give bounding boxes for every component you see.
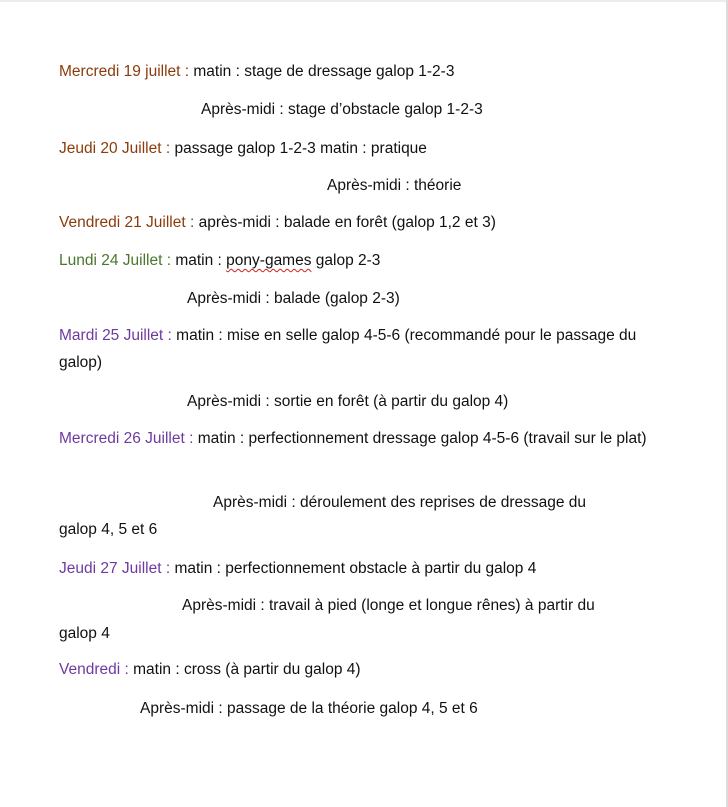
spellcheck-word: pony-games <box>226 252 312 269</box>
entry-text: galop 2-3 <box>311 252 381 269</box>
entry-wed26-afternoon: Après-midi : déroulement des reprises de dressage du <box>213 494 587 511</box>
date-label: Vendredi : <box>59 661 129 678</box>
entry-thu27-afternoon-cont: galop 4 <box>59 625 110 642</box>
entry-text: passage galop 1-2-3 matin : pratique <box>170 140 427 157</box>
entry-thu27-afternoon: Après-midi : travail à pied (longe et longue rênes) à partir du <box>182 597 595 614</box>
entry-tue25 <box>59 322 659 376</box>
entry-text: matin : perfectionnement dressage galop 4-5-6 (travail sur le plat) <box>193 430 647 447</box>
date-label: Mercredi 26 Juillet : <box>59 430 194 447</box>
entry-thu20-afternoon: Après-midi : théorie <box>327 177 462 194</box>
date-label: Lundi 24 Juillet : <box>59 252 172 269</box>
page-top-edge <box>0 0 728 2</box>
date-label: Vendredi 21 Juillet : <box>59 214 195 231</box>
entry-text: matin : stage de dressage galop 1-2-3 <box>189 63 455 80</box>
entry-text: après-midi : balade en forêt (galop 1,2 et 3) <box>194 214 496 231</box>
entry-mon24-afternoon: Après-midi : balade (galop 2-3) <box>187 290 400 307</box>
date-label: Jeudi 20 Juillet : <box>59 140 171 157</box>
entry-thu20 <box>59 135 427 162</box>
entry-wed26 <box>59 425 659 452</box>
entry-text: matin : mise en selle galop 4-5-6 (recommandé pour le passage du galop) <box>59 327 637 371</box>
entry-fri <box>59 656 361 683</box>
date-label: Mardi 25 Juillet : <box>59 327 172 344</box>
entry-fri21 <box>59 209 496 236</box>
entry-wed19-afternoon: Après-midi : stage d’obstacle galop 1-2-3 <box>201 101 483 118</box>
entry-text: matin : <box>171 252 227 269</box>
entry-text: matin : cross (à partir du galop 4) <box>128 661 361 678</box>
entry-fri-afternoon: Après-midi : passage de la théorie galop 4, 5 et 6 <box>140 700 478 717</box>
entry-mon24 <box>59 247 380 274</box>
date-label: Mercredi 19 juillet : <box>59 63 190 80</box>
entry-wed19 <box>59 58 454 85</box>
entry-tue25-afternoon: Après-midi : sortie en forêt (à partir du galop 4) <box>187 393 509 410</box>
entry-thu27 <box>59 555 536 582</box>
date-label: Jeudi 27 Juillet : <box>59 560 171 577</box>
entry-wed26-afternoon-cont: galop 4, 5 et 6 <box>59 521 158 538</box>
entry-text: matin : perfectionnement obstacle à partir du galop 4 <box>170 560 537 577</box>
